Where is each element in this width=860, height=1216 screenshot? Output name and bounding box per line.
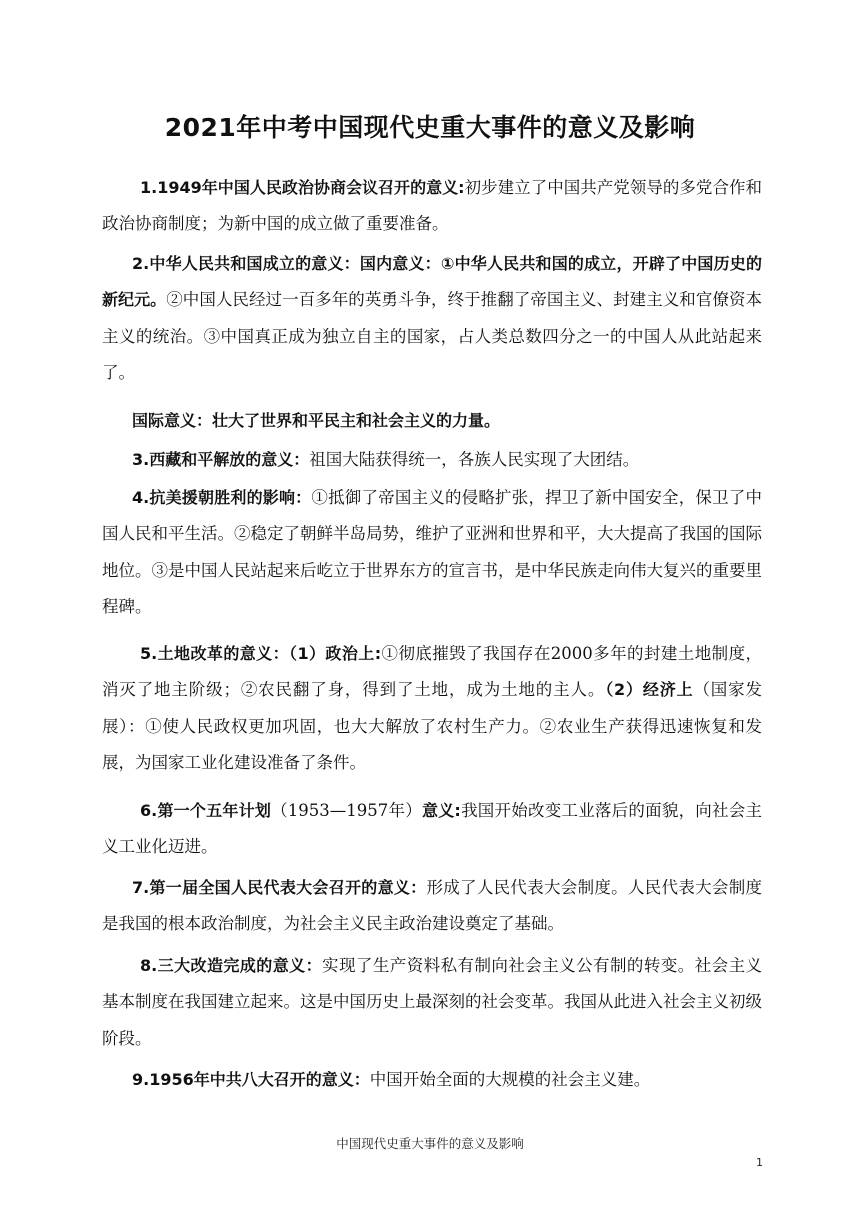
- paragraph-heading: 3.西藏和平解放的意义：: [132, 450, 310, 469]
- paragraph-cppcc: [102, 170, 762, 243]
- paragraph-text: ①彻底摧毁了我国存在2000多年的封建土地制度，消灭了地主阶级；②农民翻了身，得到了土地，成为土地的主人。: [102, 644, 762, 700]
- paragraph-heading: 6.第一个五年计划: [140, 801, 272, 820]
- page-footer: 中国现代史重大事件的意义及影响: [336, 1136, 524, 1151]
- paragraph-heading: 1.1949年中国人民政治协商会议召开的意义:: [140, 178, 465, 197]
- paragraph-heading: 5.土地改革的意义：（1）政治上:: [140, 644, 382, 663]
- paragraph-heading: 9.1956年中共八大召开的意义：: [132, 1070, 370, 1089]
- paragraph-five-year-plan: [102, 793, 762, 866]
- paragraph-subheading: （2）经济上: [605, 680, 694, 700]
- paragraph-heading: 8.三大改造完成的意义：: [140, 956, 323, 975]
- paragraph-text: 初步建立了中国共产党领导的多党合作和政治协商制度；为新中国的成立做了重要准备。: [102, 178, 762, 234]
- paragraph-land-reform: [102, 636, 762, 782]
- paragraph-heading: 2.中华人民共和国成立的意义：国内意义：①中华人民共和国的成立，开辟了中国历史的新纪元。: [102, 254, 762, 310]
- paragraph-heading: 7.第一届全国人民代表大会召开的意义：: [132, 878, 427, 897]
- paragraph-text: 实现了生产资料私有制向社会主义公有制的转变。社会主义基本制度在我国建立起来。这是中国历史上最深刻的社会变革。我国从此进入社会主义初级阶段。: [102, 956, 763, 1048]
- paragraph-text: 我国开始改变工业落后的面貌，向社会主义工业化迈进。: [102, 801, 763, 857]
- paragraph-text: （国家发展）：①使人民政权更加巩固，也大大解放了农村生产力。②农业生产获得迅速恢复和发展，为国家工业化建设准备了条件。: [102, 680, 763, 773]
- paragraph-heading: 4.抗美援朝胜利的影响：: [132, 488, 312, 507]
- paragraph-eighth-congress: [102, 1062, 762, 1098]
- paragraph-text: 中国开始全面的大规模的社会主义建。: [369, 1070, 651, 1089]
- paragraph-subheading: 意义:: [421, 801, 461, 820]
- paragraph-international-significance: [102, 403, 762, 439]
- document-title: 2021年中考中国现代史重大事件的意义及影响: [164, 113, 696, 142]
- paragraph-text: ②中国人民经过一百多年的英勇斗争，终于推翻了帝国主义、封建主义和官僚资本主义的统治。③中国真正成为独立自主的国家，占人类总数四分之一的中国人从此站起来了。: [102, 290, 762, 383]
- paragraph-years: （1953—1957年）: [271, 801, 422, 820]
- page-number: 1: [756, 1156, 763, 1169]
- paragraph-npc: [102, 870, 762, 943]
- paragraph-heading: 国际意义：壮大了世界和平民主和社会主义的力量。: [132, 411, 501, 430]
- paragraph-three-transformations: [102, 948, 762, 1057]
- paragraph-text: 形成了人民代表大会制度。人民代表大会制度是我国的根本政治制度，为社会主义民主政治建设奠定了基础。: [102, 878, 763, 934]
- paragraph-prc-founding: [102, 246, 762, 392]
- paragraph-tibet: [102, 442, 762, 478]
- paragraph-text: 祖国大陆获得统一，各族人民实现了大团结。: [309, 450, 640, 469]
- paragraph-korean-war: [102, 480, 762, 626]
- paragraph-text: ①抵御了帝国主义的侵略扩张，捍卫了新中国安全，保卫了中国人民和平生活。②稳定了朝鲜半岛局势，维护了亚洲和世界和平，大大提高了我国的国际地位。③是中国人民站起来后屹立于世界东方的宣言书，是中华民族走向伟大复兴的重要里程碑。: [102, 488, 763, 617]
